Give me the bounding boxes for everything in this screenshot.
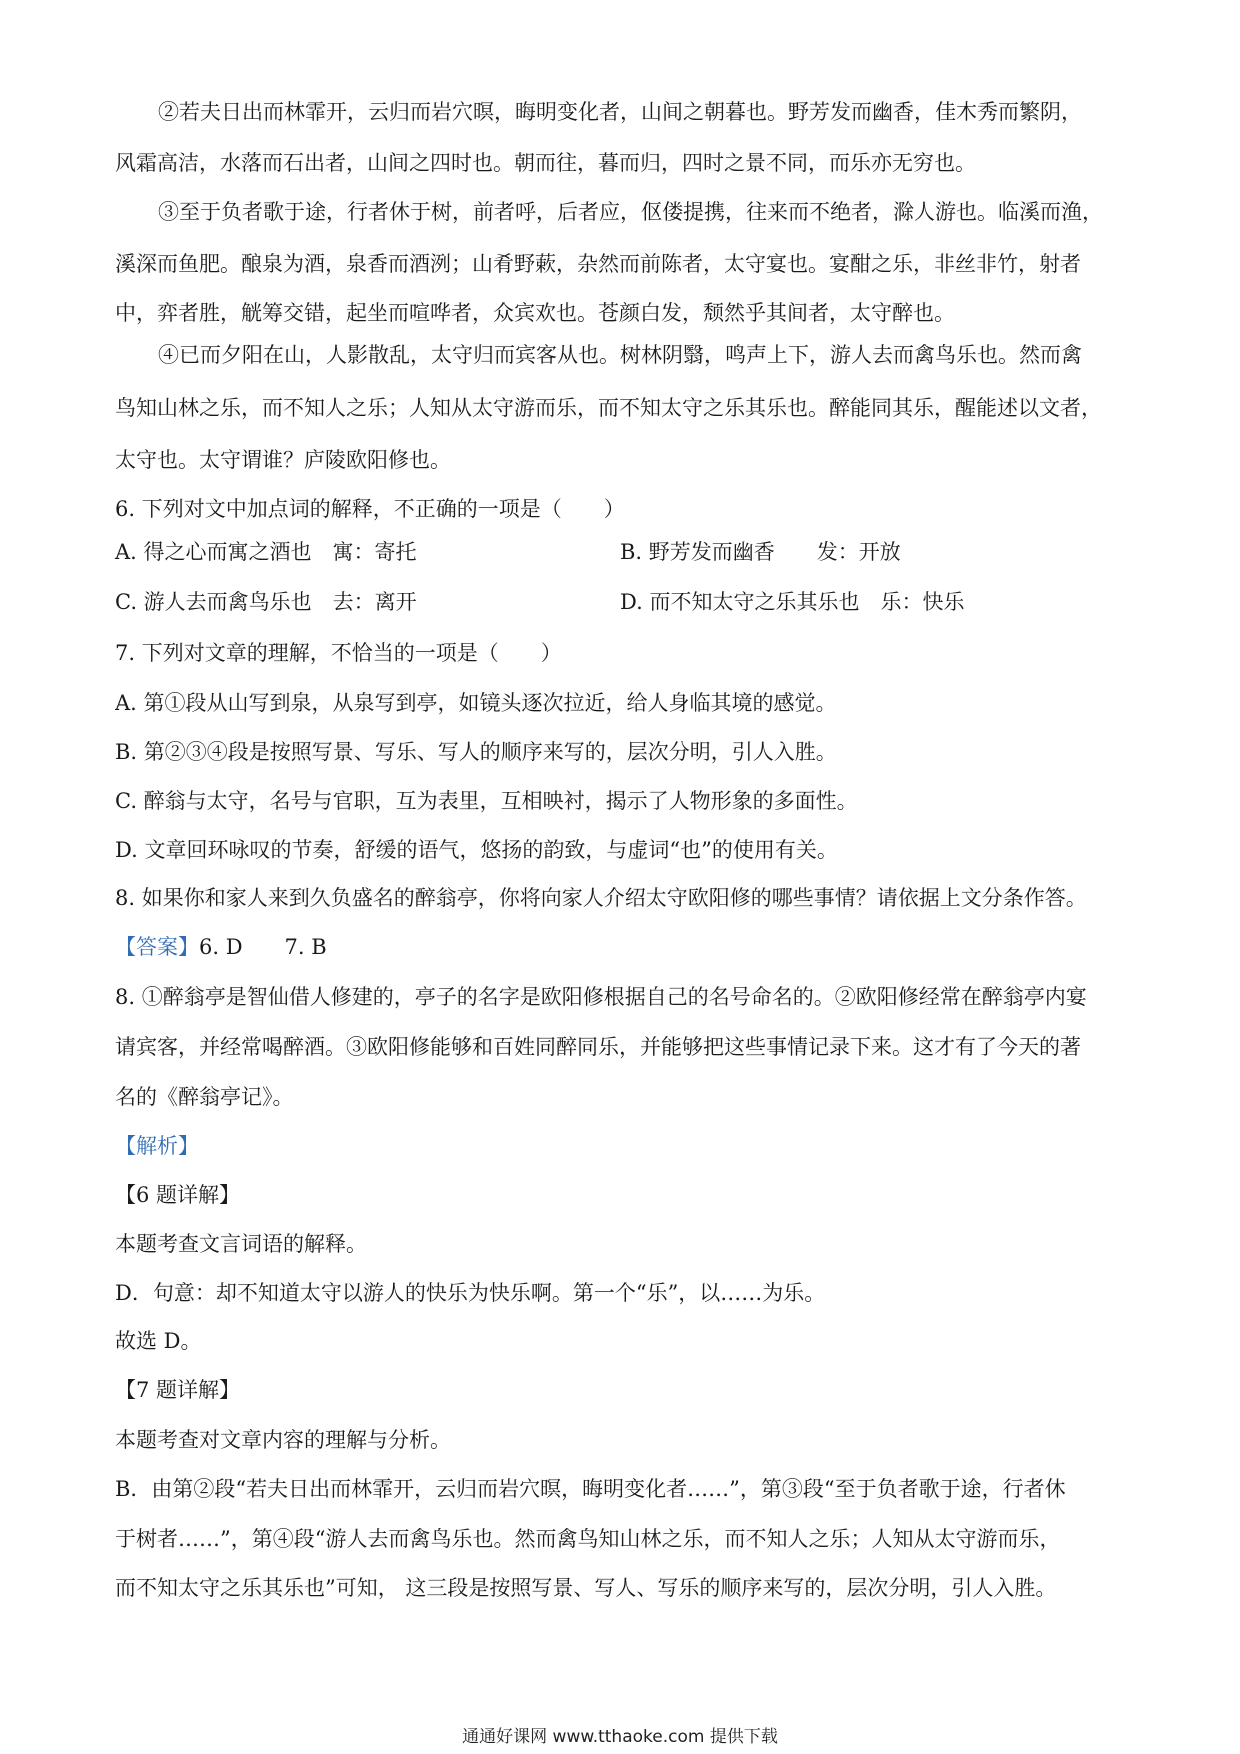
passage-p3-line1: ③至于负者歌于途，行者休于树，前者呼，后者应，伛偻提携，往来而不绝者，滁人游也。临溪而渔， (158, 200, 1103, 224)
question-7-option-c: C. 醉翁与太守，名号与官职，互为表里，互相映衬，揭示了人物形象的多面性。 (115, 789, 858, 813)
analysis-q6-line1: 本题考查文言词语的解释。 (115, 1232, 367, 1256)
answer-8-line3: 名的《醉翁亭记》。 (115, 1085, 294, 1109)
passage-p3-line3: 中，弈者胜，觥筹交错，起坐而喧哗者，众宾欢也。苍颜白发，颓然乎其间者，太守醉也。 (115, 301, 955, 325)
passage-p4-line1: ④已而夕阳在山，人影散乱，太守归而宾客从也。树林阴翳，鸣声上下，游人去而禽鸟乐也。然而禽 (158, 343, 1082, 367)
passage-p3-line2: 溪深而鱼肥。酿泉为酒，泉香而酒洌；山肴野蔌，杂然而前陈者，太守宴也。宴酣之乐，非丝非竹，射者 (115, 252, 1081, 276)
analysis-q7-line3: 于树者……”，第④段“游人去而禽鸟乐也。然而禽鸟知山林之乐，而不知人之乐；人知从太守游而乐， (115, 1527, 1061, 1551)
analysis-q7-line1: 本题考查对文章内容的理解与分析。 (115, 1428, 451, 1452)
question-8-stem: 8. 如果你和家人来到久负盛名的醉翁亭，你将向家人介绍太守欧阳修的哪些事情？请依据上文分条作答。 (115, 886, 1087, 910)
passage-p4-line3: 太守也。太守谓谁？庐陵欧阳修也。 (115, 448, 451, 472)
question-6-option-d: D. 而不知太守之乐其乐也 乐：快乐 (620, 590, 965, 614)
passage-p2-line1: ②若夫日出而林霏开，云归而岩穴暝，晦明变化者，山间之朝暮也。野芳发而幽香，佳木秀而繁阴， (158, 100, 1082, 124)
analysis-q7-line2: B．由第②段“若夫日出而林霏开，云归而岩穴暝，晦明变化者……”，第③段“至于负者歌于途，行者休 (115, 1477, 1066, 1501)
question-7-option-d: D. 文章回环咏叹的节奏，舒缓的语气，悠扬的韵致，与虚词“也”的使用有关。 (115, 838, 838, 862)
question-7-stem: 7. 下列对文章的理解，不恰当的一项是（ ） (115, 641, 562, 665)
question-6-option-c: C. 游人去而禽鸟乐也 去：离开 (115, 590, 417, 614)
question-7-option-b: B. 第②③④段是按照写景、写乐、写人的顺序来写的，层次分明，引人入胜。 (115, 740, 837, 764)
analysis-label: 【解析】 (115, 1134, 199, 1158)
answer-line (115, 932, 1135, 962)
analysis-q7-heading: 【7 题详解】 (115, 1378, 241, 1402)
passage-p2-line2: 风霜高洁，水落而石出者，山间之四时也。朝而往，暮而归，四时之景不同，而乐亦无穷也。 (115, 151, 976, 175)
question-6-option-a: A. 得之心而寓之酒也 寓：寄托 (115, 540, 417, 564)
analysis-q6-heading: 【6 题详解】 (115, 1183, 241, 1207)
question-7-option-a: A. 第①段从山写到泉，从泉写到亭，如镜头逐次拉近，给人身临其境的感觉。 (115, 691, 837, 715)
answer-8-line2: 请宾客，并经常喝醉酒。③欧阳修能够和百姓同醉同乐，并能够把这些事情记录下来。这才有了今天的著 (115, 1035, 1081, 1059)
footer-watermark: 通通好课网 www.tthaoke.com 提供下载 (462, 1727, 778, 1747)
question-6-option-b: B. 野芳发而幽香 发：开放 (620, 540, 901, 564)
analysis-q6-line2: D．句意：却不知道太守以游人的快乐为快乐啊。第一个“乐”，以……为乐。 (115, 1281, 826, 1305)
question-6-stem: 6. 下列对文中加点词的解释，不正确的一项是（ ） (115, 497, 625, 521)
analysis-q7-line4: 而不知太守之乐其乐也”可知， 这三段是按照写景、写人、写乐的顺序来写的，层次分明，引人入胜。 (115, 1576, 1057, 1600)
passage-p4-line2: 鸟知山林之乐，而不知人之乐；人知从太守游而乐，而不知太守之乐其乐也。醉能同其乐，醒能述以文者， (115, 396, 1102, 420)
answer-8-line1: 8. ①醉翁亭是智仙借人修建的，亭子的名字是欧阳修根据自己的名号命名的。②欧阳修经常在醉翁亭内宴 (115, 985, 1087, 1009)
answer-text: 6. D 7. B (199, 935, 327, 959)
answer-label: 【答案】 (115, 935, 199, 959)
analysis-q6-line3: 故选 D。 (115, 1329, 202, 1353)
